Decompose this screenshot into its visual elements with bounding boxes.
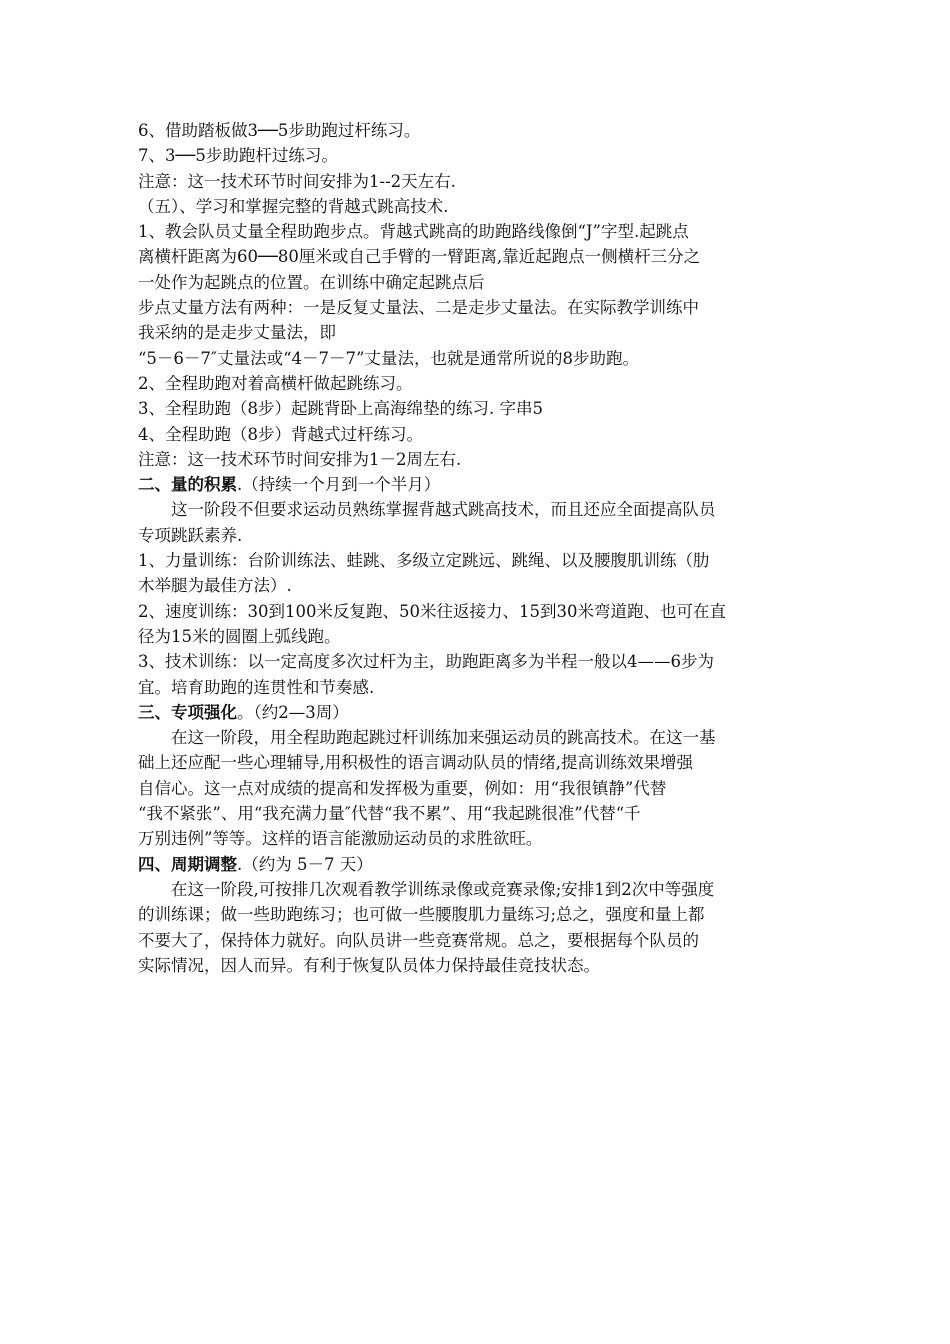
text-line: 1、力量训练：台阶训练法、蛙跳、多级立定跳远、跳绳、以及腰腹肌训练（肋 [138,551,710,571]
paragraph-line: “我不紧张”、用“我充满力量″代替“我不累”、用“我起跳很准”代替“千 [138,804,641,824]
text-line: 注意：这一技术环节时间安排为1－2周左右. [138,449,462,469]
section-four-heading: 四、周期调整 [138,854,237,874]
paragraph-line: 础上还应配一些心理辅导,用积极性的语言调动队员的情绪,提高训练效果增强 [138,753,693,773]
text-line: 木举腿为最佳方法）. [138,576,292,596]
section-two-heading: 二、量的积累 [138,475,237,495]
text-line: 2、全程助跑对着高横杆做起跳练习。 [138,373,413,393]
text-line: “5－6－7″丈量法或“4－7－7”丈量法，也就是通常所说的8步助跑。 [138,348,639,368]
text-line: 3、全程助跑（8步）起跳背卧上高海绵垫的练习. 字串5 [138,399,543,419]
paragraph-line: 专项跳跃素养. [138,525,243,545]
paragraph-line: 在这一阶段，用全程助跑起跳过杆训练加来强运动员的跳高技术。在这一基 [171,728,716,748]
text-line: 3、技术训练：以一定高度多次过杆为主，助跑距离多为半程一般以4——6步为 [138,652,714,672]
paragraph-line: 的训练课；做一些助跑练习；也可做一些腰腹肌力量练习;总之，强度和量上都 [138,905,705,925]
text-line: 步点丈量方法有两种：一是反复丈量法、二是走步丈量法。在实际教学训练中 [138,298,699,318]
text-line: 离横杆距离为60──80厘米或自己手臂的一臂距离,靠近起跑点一侧横杆三分之 [138,247,701,267]
document-body [138,118,818,978]
section-two-duration: .（持续一个月到一个半月） [237,475,441,495]
section-two-heading-line [138,472,818,497]
section-three-heading-line [138,700,818,725]
text-line: 6、借助踏板做3──5步助跑过杆练习。 [138,121,421,140]
text-line: 4、全程助跑（8步）背越式过杆练习。 [138,424,423,444]
section-four-duration: .（约为 5－7 天） [237,854,373,874]
text-line: 我采纳的是走步丈量法，即 [138,323,336,343]
paragraph-line: 在这一阶段,可按排几次观看教学训练录像或竞赛录像;安排1到2次中等强度 [171,879,715,899]
text-line: 宜。培育助跑的连贯性和节奏感. [138,677,375,697]
paragraph-line: 实际情况，因人而异。有利于恢复队员体力保持最佳竞技状态。 [138,955,600,975]
text-line: 2、速度训练：30到100米反复跑、50米往返接力、15到30米弯道跑、也可在直 [138,601,726,621]
section-three-heading: 三、专项强化 [138,702,237,722]
text-line: 1、教会队员丈量全程助跑步点。背越式跳高的助跑路线像倒“J”字型.起跳点 [138,222,689,242]
paragraph-line: 自信心。这一点对成绩的提高和发挥极为重要，例如：用“我很镇静”代替 [138,778,667,798]
paragraph-line: 这一阶段不但要求运动员熟练掌握背越式跳高技术，而且还应全面提高队员 [171,500,716,520]
text-line: 注意：这一技术环节时间安排为1--2天左右. [138,171,456,191]
section-three-duration: 。（约2—3周） [237,702,349,722]
text-line: 7、3──5步助跑杆过练习。 [138,146,338,166]
section-five-heading: （五）、学习和掌握完整的背越式跳高技术. [138,196,449,216]
text-line: 径为15米的圆圈上弧线跑。 [138,626,341,646]
paragraph-line: 万别违例”等等。这样的语言能激励运动员的求胜欲旺。 [138,829,543,849]
section-four-heading-line [138,852,818,877]
text-line: 一处作为起跳点的位置。在训练中确定起跳点后 [138,272,485,292]
paragraph-line: 不要大了，保持体力就好。向队员讲一些竞赛常规。总之，要根据每个队员的 [138,930,699,950]
